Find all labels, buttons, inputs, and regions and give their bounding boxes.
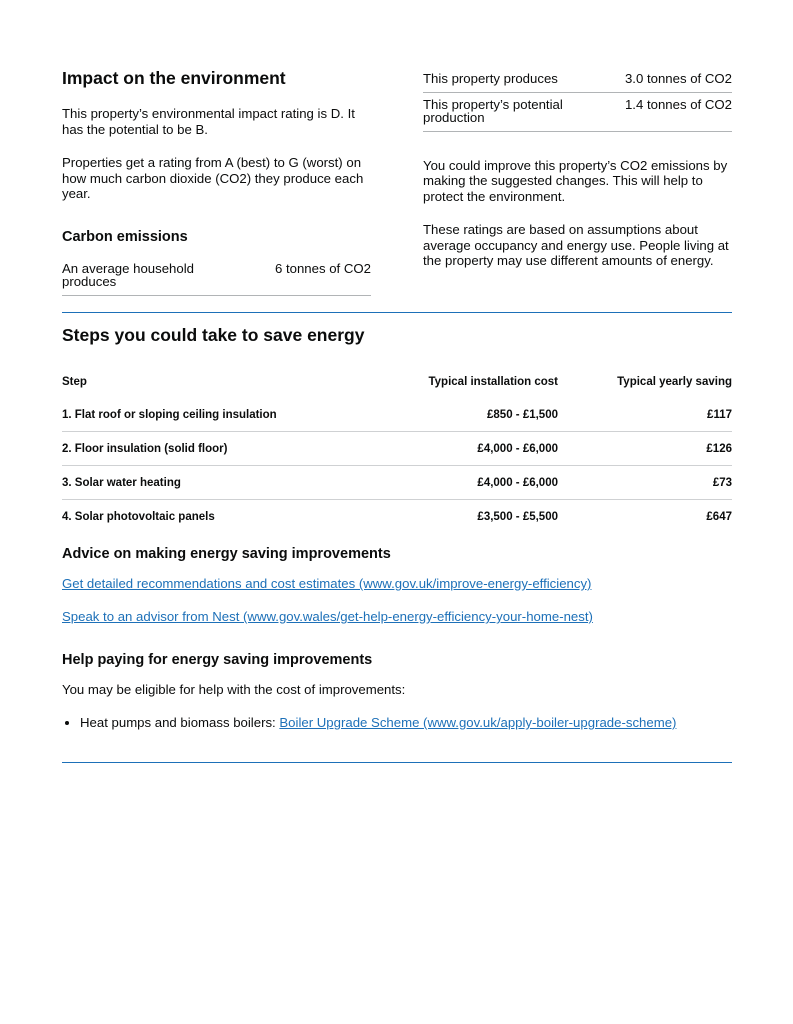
recommendations-link[interactable]: Get detailed recommendations and cost estimates (www.gov.uk/improve-energy-efficiency) — [62, 576, 592, 591]
impact-title: Impact on the environment — [62, 68, 286, 88]
list-item — [80, 715, 750, 731]
impact-section — [62, 66, 371, 296]
header-yearly-saving: Typical yearly saving — [617, 375, 732, 388]
step-cost: £4,000 - £6,000 — [382, 432, 558, 466]
steps-title: Steps you could take to save energy — [62, 325, 365, 345]
impact-scale-text: Properties get a rating from A (best) to G (worst) on how much carbon dioxide (CO2) they produce each year. — [62, 155, 364, 201]
table-row — [62, 398, 732, 432]
potential-production-value: 1.4 tonnes of CO2 — [624, 96, 732, 112]
emissions-summary — [423, 72, 732, 269]
step-saving: £73 — [558, 466, 732, 500]
step-cost: £850 - £1,500 — [487, 408, 558, 421]
impact-rating-text: This property’s environmental impact rating is D. It has the potential to be B. — [62, 106, 355, 137]
step-saving: £647 — [558, 500, 732, 534]
property-produces-row — [423, 72, 732, 93]
header-step: Step — [62, 375, 87, 388]
potential-production-label: This property’s potential production — [423, 96, 563, 125]
advice-title: Advice on making energy saving improvements — [62, 546, 391, 562]
help-intro-text: You may be eligible for help with the cost of improvements: — [62, 682, 406, 697]
average-household-label: An average household produces — [62, 260, 194, 289]
average-household-value: 6 tonnes of CO2 — [274, 260, 371, 276]
steps-table — [62, 365, 732, 533]
step-cost: £3,500 - £5,500 — [382, 500, 558, 534]
potential-production-row — [423, 93, 732, 132]
section-divider-top — [62, 312, 732, 313]
header-installation-cost: Typical installation cost — [428, 375, 558, 388]
help-list — [62, 715, 750, 731]
section-divider-bottom — [62, 762, 732, 763]
step-saving: £126 — [558, 432, 732, 466]
table-row — [62, 432, 732, 466]
step-saving: £117 — [707, 408, 732, 421]
steps-table-header — [62, 365, 732, 398]
help-paying-title: Help paying for energy saving improvements — [62, 652, 373, 668]
property-produces-label: This property produces — [423, 71, 558, 86]
step-name: 2. Floor insulation (solid floor) — [62, 432, 382, 466]
table-row — [62, 500, 732, 534]
step-cost: £4,000 - £6,000 — [382, 466, 558, 500]
nest-advisor-link[interactable]: Speak to an advisor from Nest (www.gov.wales/get-help-energy-efficiency-your-home-nest) — [62, 609, 593, 624]
boiler-upgrade-link[interactable]: Boiler Upgrade Scheme (www.gov.uk/apply-boiler-upgrade-scheme) — [279, 715, 677, 730]
step-name: 3. Solar water heating — [62, 466, 382, 500]
carbon-emissions-title: Carbon emissions — [62, 228, 188, 245]
average-household-row — [62, 262, 371, 296]
property-produces-value: 3.0 tonnes of CO2 — [624, 71, 732, 86]
table-row — [62, 466, 732, 500]
ratings-assumptions-text: These ratings are based on assumptions about average occupancy and energy use. People living at the property may use different amounts of energy. — [423, 222, 729, 268]
improve-emissions-text: You could improve this property’s CO2 emissions by making the suggested changes. This will help to protect the environment. — [423, 157, 728, 204]
step-name: 4. Solar photovoltaic panels — [62, 500, 382, 534]
heat-pumps-label: Heat pumps and biomass boilers: — [80, 715, 280, 730]
step-name: 1. Flat roof or sloping ceiling insulation — [62, 408, 277, 421]
